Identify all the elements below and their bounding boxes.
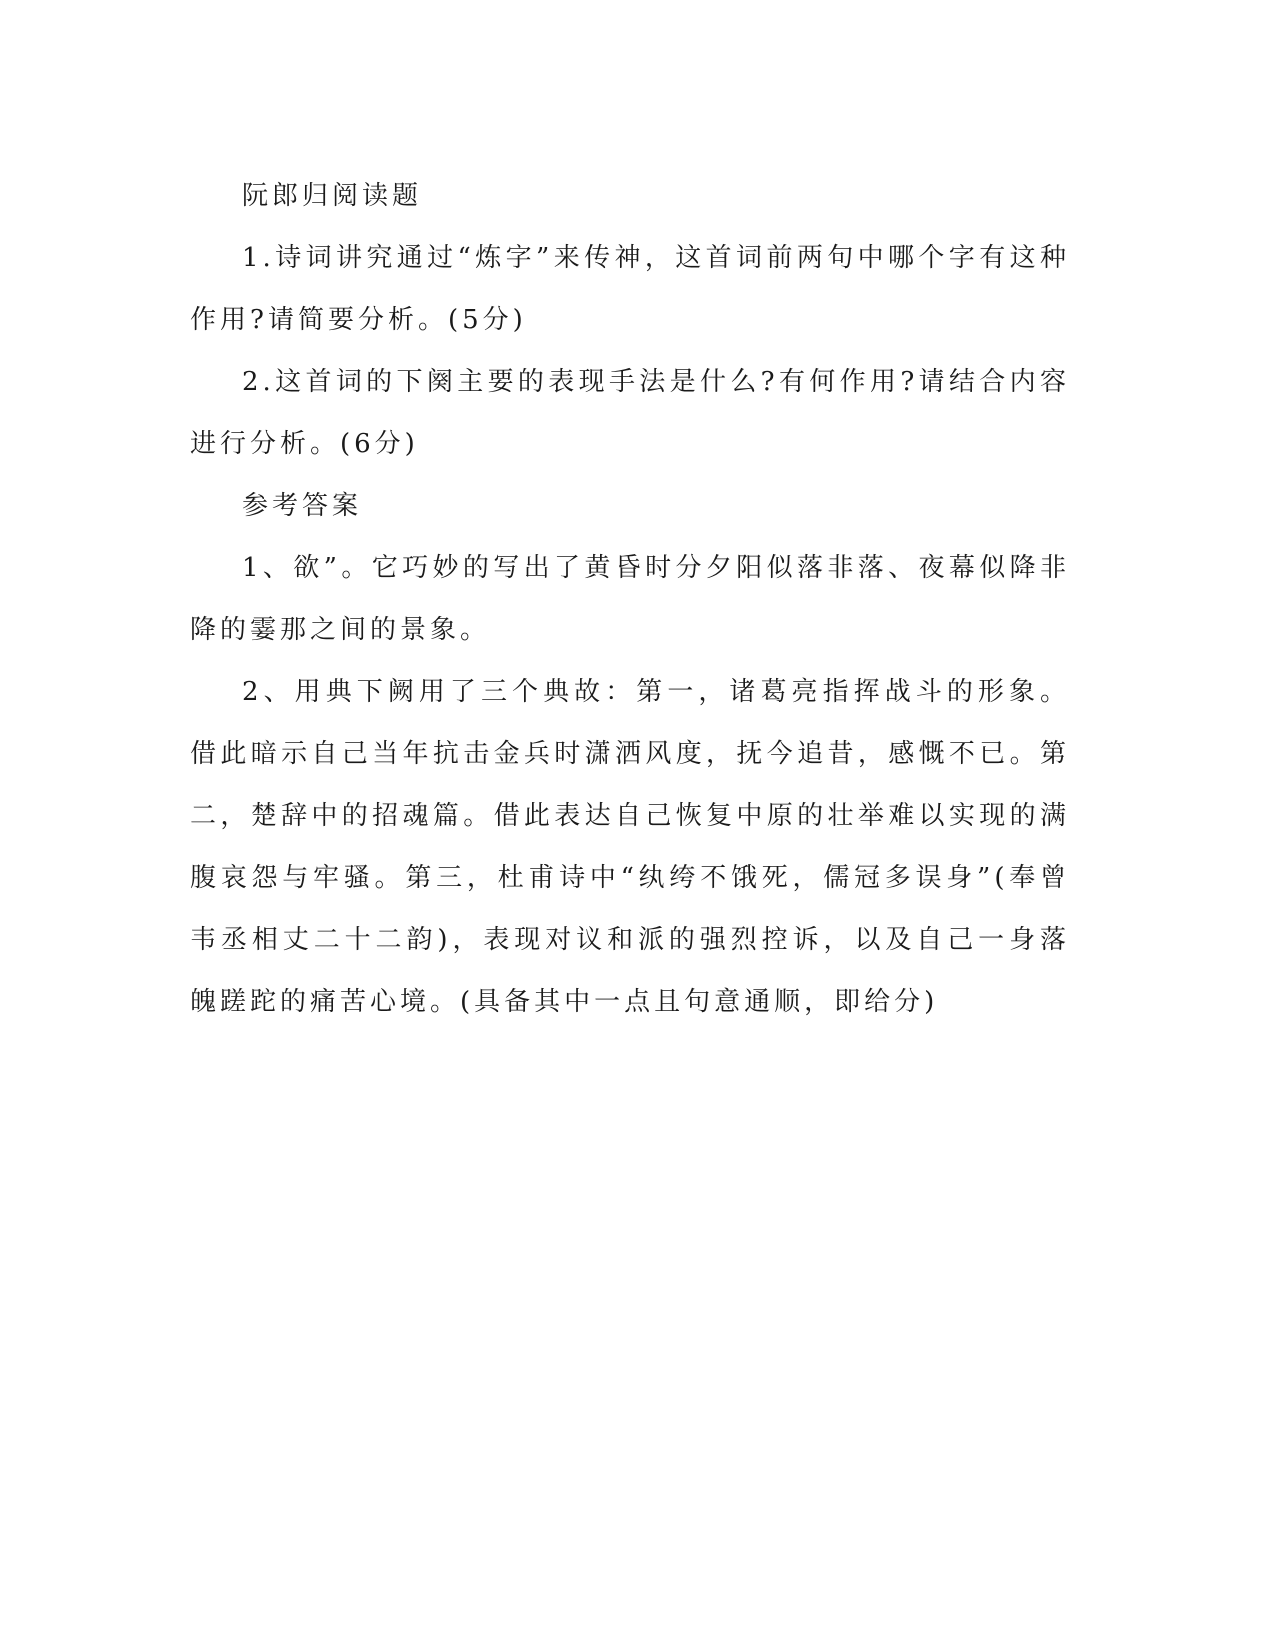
question-2: 2.这首词的下阕主要的表现手法是什么?有何作用?请结合内容进行分析。(6分) bbox=[190, 367, 1070, 459]
answer-1: 1、欲”。它巧妙的写出了黄昏时分夕阳似落非落、夜幕似降非降的霎那之间的景象。 bbox=[190, 553, 1070, 645]
document-title: 阮郎归阅读题 bbox=[242, 181, 423, 211]
answer-heading: 参考答案 bbox=[242, 491, 363, 521]
question-1: 1.诗词讲究通过“炼字”来传神，这首词前两句中哪个字有这种作用?请简要分析。(5分) bbox=[190, 243, 1070, 335]
answer-2: 2、用典下阙用了三个典故：第一，诸葛亮指挥战斗的形象。借此暗示自己当年抗击金兵时潇洒风度，抚今追昔，感慨不已。第二，楚辞中的招魂篇。借此表达自己恢复中原的壮举难以实现的满腹哀怨与牢骚。第三，杜甫诗中“纨绔不饿死，儒冠多误身”(奉曾韦丞相丈二十二韵)，表现对议和派的强烈控诉，以及自己一身落魄蹉跎的痛苦心境。(具备其中一点且句意通顺，即给分) bbox=[190, 677, 1070, 1017]
document-body bbox=[190, 165, 1070, 1033]
